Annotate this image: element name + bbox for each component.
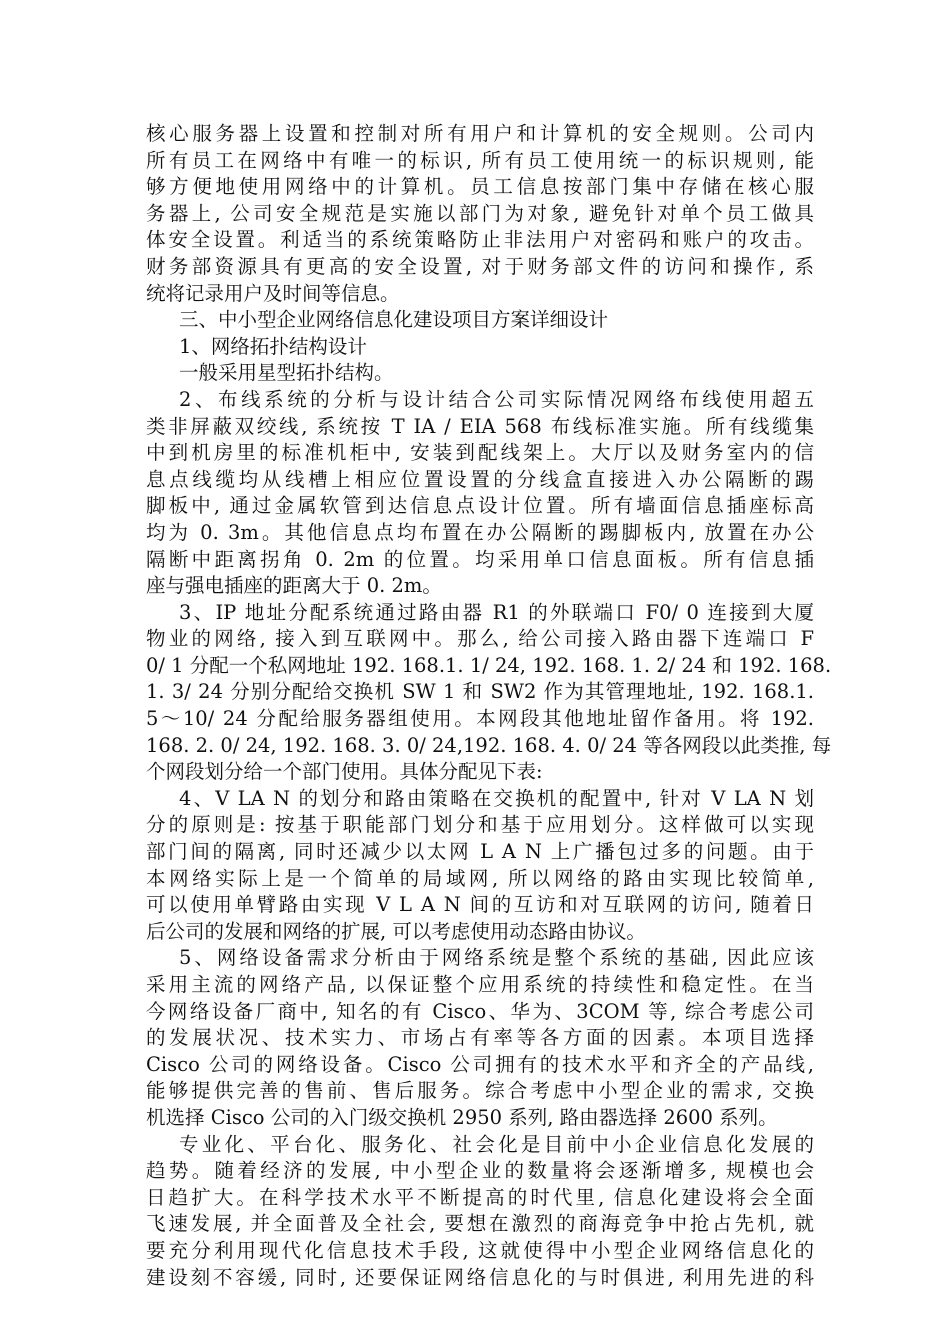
text-line: 的发展状况、技术实力、市场占有率等各方面的因素。本项目选择 xyxy=(146,1026,814,1050)
text-line: 分的原则是: 按基于职能部门划分和基于应用划分。这样做可以实现 xyxy=(146,813,814,837)
text-line: 2、布线系统的分析与设计结合公司实际情况网络布线使用超五 xyxy=(179,387,814,411)
text-line: 一般采用星型拓扑结构。 xyxy=(179,361,394,385)
text-line: 体安全设置。利适当的系统策略防止非法用户对密码和账户的攻击。 xyxy=(146,228,814,252)
text-line: 核心服务器上设置和控制对所有用户和计算机的安全规则。公司内 xyxy=(146,122,814,145)
text-line: 本网络实际上是一个简单的局域网, 所以网络的路由实现比较简单, xyxy=(146,866,814,890)
text-line: 日趋扩大。在科学技术水平不断提高的时代里, 信息化建设将会全面 xyxy=(146,1185,814,1209)
document-page xyxy=(146,121,832,1291)
text-line: 隔断中距离拐角 0. 2m 的位置。均采用单口信息面板。所有信息插 xyxy=(146,547,814,571)
text-line: 类非屏蔽双绞线, 系统按 T IA / EIA 568 布线标准实施。所有线缆集 xyxy=(146,414,814,438)
text-line: 脚板中, 通过金属软管到达信息点设计位置。所有墙面信息插座标高 xyxy=(146,494,814,518)
text-line: 建设刻不容缓, 同时, 还要保证网络信息化的与时俱进, 利用先进的科 xyxy=(146,1265,814,1289)
text-line: 个网段划分给一个部门使用。具体分配见下表: xyxy=(146,760,543,784)
text-line: 后公司的发展和网络的扩展, 可以考虑使用动态路由协议。 xyxy=(146,919,646,943)
text-line: 息点线缆均从线槽上相应位置设置的分线盒直接进入办公隔断的踢 xyxy=(146,467,814,491)
text-line: 3、IP 地址分配系统通过路由器 R1 的外联端口 F0/ 0 连接到大厦 xyxy=(179,600,814,624)
text-line: 168. 2. 0/ 24, 192. 168. 3. 0/ 24,192. 168. 4. 0/ 24 等各网段以此类推, 每 xyxy=(146,733,832,757)
text-line: 所有员工在网络中有唯一的标识, 所有员工使用统一的标识规则, 能 xyxy=(146,148,814,172)
text-line: 4、V LA N 的划分和路由策略在交换机的配置中, 针对 V LA N 划 xyxy=(179,786,814,810)
paragraph xyxy=(146,600,832,786)
text-line: 中到机房里的标准机柜中, 安装到配线架上。大厅以及财务室内的信 xyxy=(146,441,814,465)
text-line: 部门间的隔离, 同时还减少以太网 L A N 上广播包过多的问题。由于 xyxy=(146,840,814,864)
paragraph xyxy=(146,945,814,1131)
text-line: 专业化、平台化、服务化、社会化是目前中小企业信息化发展的 xyxy=(179,1132,814,1156)
text-line: 三、中小型企业网络信息化建设项目方案详细设计 xyxy=(179,308,609,332)
text-line: 物业的网络, 接入到互联网中。那么, 给公司接入路由器下连端口 F xyxy=(146,627,814,651)
text-line: 1、网络拓扑结构设计 xyxy=(179,334,367,358)
text-line: 今网络设备厂商中, 知名的有 Cisco、华为、3COM 等, 综合考虑公司 xyxy=(146,999,814,1023)
text-line: 务器上, 公司安全规范是实施以部门为对象, 避免针对单个员工做具 xyxy=(146,201,814,225)
text-line: 财务部资源具有更高的安全设置, 对于财务部文件的访问和操作, 系 xyxy=(146,254,814,278)
text-line: 5、网络设备需求分析由于网络系统是整个系统的基础, 因此应该 xyxy=(179,946,814,970)
text-line: 统将记录用户及时间等信息。 xyxy=(146,281,400,305)
text-line: 机选择 Cisco 公司的入门级交换机 2950 系列, 路由器选择 2600 系列。 xyxy=(146,1105,778,1129)
text-line: 采用主流的网络产品, 以保证整个应用系统的持续性和稳定性。在当 xyxy=(146,973,814,996)
subsection-heading xyxy=(146,334,814,361)
paragraph xyxy=(146,360,814,387)
text-line: 趋势。随着经济的发展, 中小型企业的数量将会逐渐增多, 规模也会 xyxy=(146,1159,814,1183)
text-line: 飞速发展, 并全面普及全社会, 要想在激烈的商海竞争中抢占先机, 就 xyxy=(146,1212,814,1236)
paragraph xyxy=(146,387,814,600)
section-heading xyxy=(146,307,814,334)
text-line: 均为 0. 3m。其他信息点均布置在办公隔断的踢脚板内, 放置在办公 xyxy=(146,520,814,544)
text-line: 可以使用单臂路由实现 V L A N 间的互访和对互联网的访问, 随着日 xyxy=(146,893,814,917)
text-line: 5～10/ 24 分配给服务器组使用。本网段其他地址留作备用。将 192. xyxy=(146,707,814,731)
text-line: 座与强电插座的距离大于 0. 2m。 xyxy=(146,574,442,598)
paragraph xyxy=(146,786,814,946)
text-line: 0/ 1 分配一个私网地址 192. 168.1. 1/ 24, 192. 168. 1. 2/ 24 和 192. 168. xyxy=(146,653,832,677)
paragraph xyxy=(146,1132,814,1292)
paragraph xyxy=(146,121,814,307)
text-line: 够方便地使用网络中的计算机。员工信息按部门集中存储在核心服 xyxy=(146,175,814,199)
text-line: 能够提供完善的售前、售后服务。综合考虑中小型企业的需求, 交换 xyxy=(146,1079,814,1103)
text-line: 要充分利用现代化信息技术手段, 这就使得中小型企业网络信息化的 xyxy=(146,1238,814,1262)
text-line: Cisco 公司的网络设备。Cisco 公司拥有的技术水平和齐全的产品线, xyxy=(146,1052,814,1076)
text-line: 1. 3/ 24 分别分配给交换机 SW 1 和 SW2 作为其管理地址, 192. 168.1. xyxy=(146,680,814,704)
